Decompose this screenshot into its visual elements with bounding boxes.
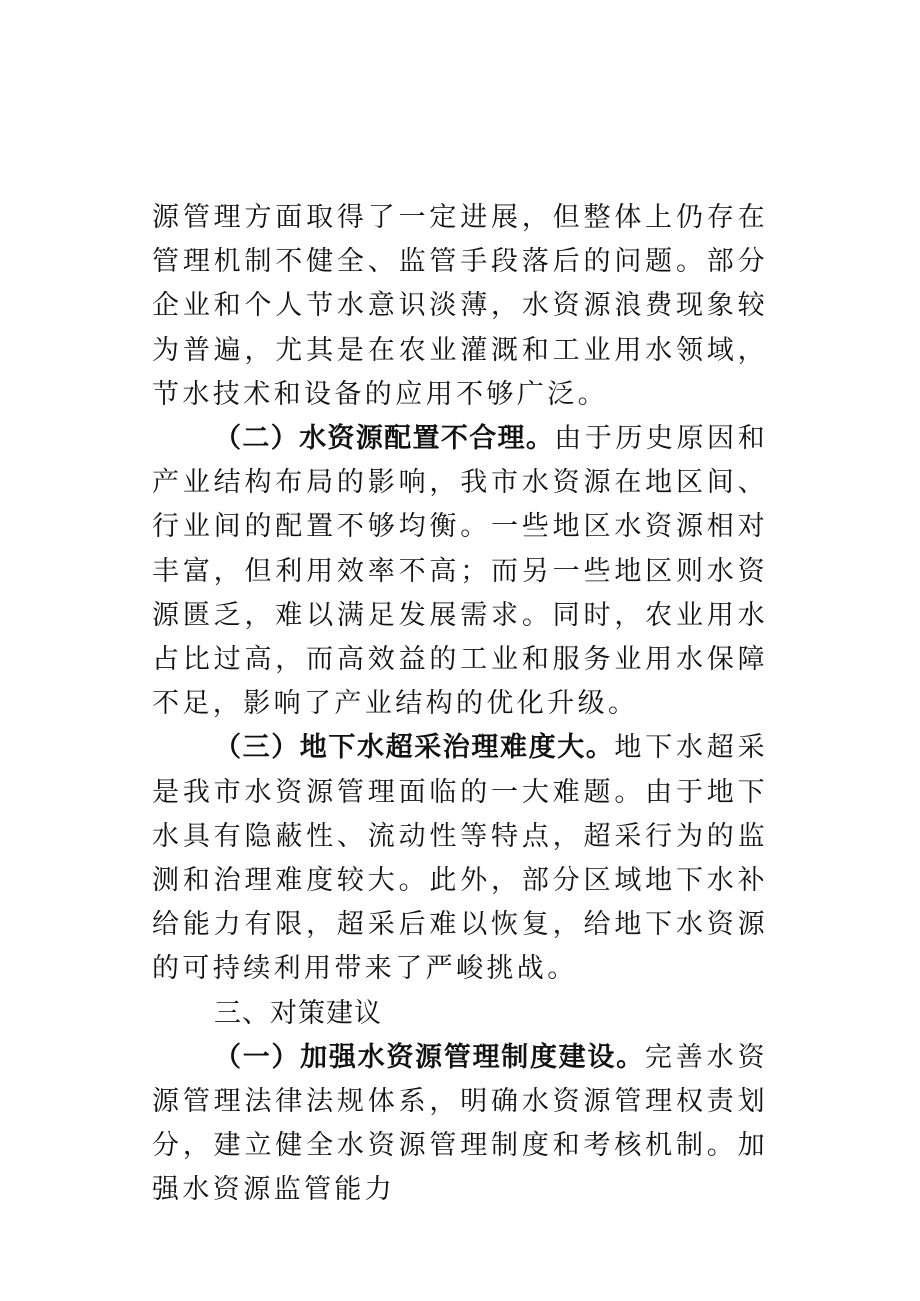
main-heading-text: 三、对策建议 bbox=[214, 997, 382, 1029]
paragraph-continuation bbox=[152, 196, 768, 417]
section-4-lead: （一）加强水资源管理制度建设。 bbox=[214, 1041, 645, 1073]
paragraph-continuation-text: 源管理方面取得了一定进展，但整体上仍存在管理机制不健全、监管手段落后的问题。部分企业和个人节水意识淡薄，水资源浪费现象较为普遍，尤其是在农业灌溉和工业用水领域，节水技术和设备的应用不够广泛。 bbox=[152, 202, 768, 410]
paragraph-section-4 bbox=[152, 1036, 768, 1213]
section-3-lead: （三）地下水超采治理难度大。 bbox=[214, 732, 615, 764]
section-3-body: 地下水超采是我市水资源管理面临的一大难题。由于地下水具有隐蔽性、流动性等特点，超采行为的监测和治理难度较大。此外，部分区域地下水补给能力有限，超采后难以恢复，给地下水资源的可持续利用带来了严峻挑战。 bbox=[152, 732, 768, 985]
paragraph-section-3 bbox=[152, 726, 768, 991]
section-2-body: 由于历史原因和产业结构布局的影响，我市水资源在地区间、行业间的配置不够均衡。一些地区水资源相对丰富，但利用效率不高；而另一些地区则水资源匮乏，难以满足发展需求。同时，农业用水占比过高，而高效益的工业和服务业用水保障不足，影响了产业结构的优化升级。 bbox=[152, 423, 768, 720]
document-body bbox=[152, 196, 768, 1213]
main-heading bbox=[152, 992, 768, 1036]
section-2-lead: （二）水资源配置不合理。 bbox=[214, 423, 555, 455]
section-4-body: 完善水资源管理法律法规体系，明确水资源管理权责划分，建立健全水资源管理制度和考核机制。加强水资源监管能力 bbox=[152, 1041, 768, 1206]
paragraph-section-2 bbox=[152, 417, 768, 726]
